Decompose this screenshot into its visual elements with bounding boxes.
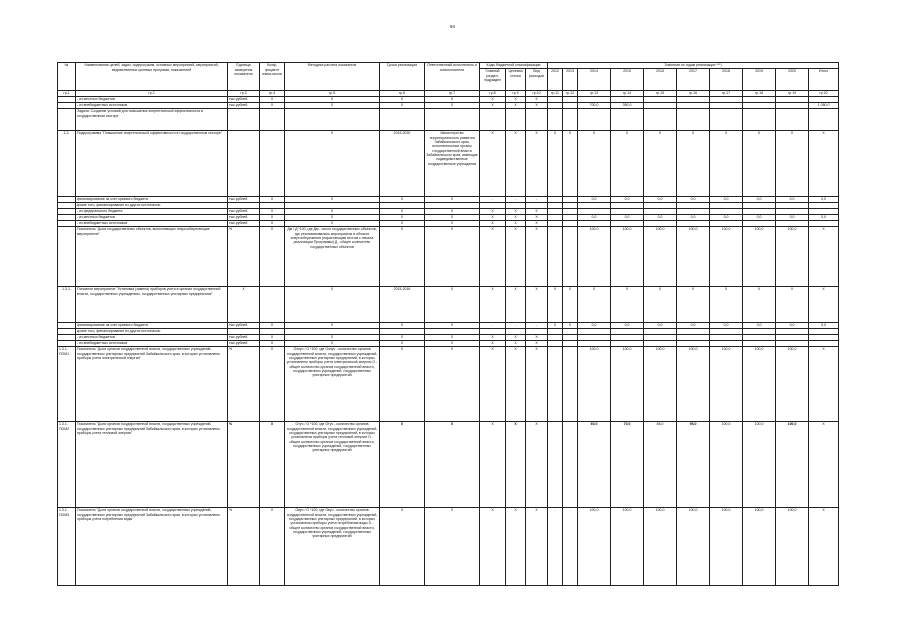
cell: 0,0 — [644, 322, 677, 328]
row-unit: тыс.рублей — [228, 96, 260, 102]
cell: - — [526, 322, 548, 328]
cell: 100,0 — [776, 421, 809, 507]
cell: X — [480, 421, 506, 507]
cell: 100,0 — [743, 507, 776, 585]
header-coef: Коэф-фициент значи-мости — [260, 63, 285, 91]
cell: X — [809, 286, 839, 322]
cell: - — [563, 507, 578, 585]
header-cs: Целевая статья — [506, 68, 526, 90]
cell: X — [285, 96, 380, 102]
cell: X — [506, 421, 526, 507]
cell: X — [285, 334, 380, 340]
cell: X — [260, 334, 285, 340]
program-table — [57, 62, 839, 586]
row-unit: тыс.рублей — [228, 220, 260, 226]
cell: X — [506, 130, 526, 196]
cell: 0,0 — [677, 322, 710, 328]
cell: X — [526, 208, 548, 214]
table-row — [58, 226, 839, 286]
cell: X — [260, 96, 285, 102]
cell: X — [506, 96, 526, 102]
cell: 0,0 — [809, 322, 839, 328]
cell: X — [260, 322, 285, 328]
cell: X — [285, 322, 380, 328]
cell: X — [743, 130, 776, 196]
header-year: 2015 — [611, 68, 644, 90]
cell: 100,0 — [743, 346, 776, 421]
header-total: Итого — [809, 68, 839, 90]
row-number: 1.3.1. ПОМ3 — [58, 507, 76, 585]
row-name: Основное мероприятие "Установка (замена) приборов учета в органах государственной власти, государственных учреждениях, государственных унитарных предприятиях" — [76, 286, 228, 322]
cell: X — [480, 346, 506, 421]
header-year: 2020 — [776, 68, 809, 90]
cell: X — [809, 421, 839, 507]
cell: X — [380, 507, 425, 585]
cell: X — [480, 220, 506, 226]
cell: X — [506, 286, 526, 322]
table-row — [58, 130, 839, 196]
cell: X — [526, 96, 548, 102]
cell: - — [506, 196, 526, 202]
cell: 700,0 — [578, 102, 611, 108]
cell: X — [506, 507, 526, 585]
row-name: - из местных бюджетов — [76, 96, 228, 102]
cell: X — [480, 340, 506, 346]
cell: 0,0 — [578, 322, 611, 328]
cell: 0,0 — [578, 196, 611, 202]
col-num: гр.20 — [809, 90, 839, 96]
cell: X — [380, 220, 425, 226]
cell: X — [425, 421, 480, 507]
cell: X — [677, 130, 710, 196]
cell: X — [285, 286, 380, 322]
cell: X — [526, 507, 548, 585]
col-num: гр.14 — [611, 90, 644, 96]
cell: X — [578, 130, 611, 196]
cell: 100,0 — [776, 507, 809, 585]
cell: 0 — [563, 322, 578, 328]
method-formula: Оэлуч / О *100, где Оэлуч - количество органов государственной власти, государственных учреждений, государственных унитарных предприятий, в которых установлены приборы учета электрической энергии О - общее количество органов государственной власти, государственных учреждений, государственных унитарных предприятий — [285, 346, 380, 421]
header-method: Методика расчета показателя — [285, 63, 380, 91]
cell: X — [380, 96, 425, 102]
cell: X — [548, 286, 563, 322]
cell: 100,0 — [710, 421, 743, 507]
row-unit: % — [228, 346, 260, 421]
cell: 0,0 — [776, 196, 809, 202]
header-year: 2014 — [578, 68, 611, 90]
cell: X — [480, 214, 506, 220]
header-gr: Главный раздел, подраздел — [480, 68, 506, 90]
cell: X — [380, 322, 425, 328]
cell: X — [506, 208, 526, 214]
cell: X — [480, 130, 506, 196]
cell: X — [506, 102, 526, 108]
cell: X — [425, 102, 480, 108]
cell: 0,0 — [710, 196, 743, 202]
cell: X — [809, 507, 839, 585]
cell: X — [677, 286, 710, 322]
row-name: кроме того, финансирование из других источников: — [76, 202, 228, 208]
cell: X — [809, 346, 839, 421]
cell: 0,0 — [611, 214, 644, 220]
row-unit: тыс.рублей — [228, 102, 260, 108]
col-num: гр.11 — [548, 90, 563, 96]
cell: 95,0 — [677, 421, 710, 507]
row-name: - из внебюджетных источников — [76, 340, 228, 346]
cell: X — [260, 102, 285, 108]
cell: X — [425, 96, 480, 102]
cell: - — [548, 507, 563, 585]
col-num: гр.7 — [425, 90, 480, 96]
row-name: Показатель "Доля органов государственной власти, государственных учреждений, государственных унитарных предприятий Забайкальского края, в которых установлены приборы учета потребления воды" — [76, 507, 228, 585]
cell: X — [776, 286, 809, 322]
cell: 100,0 — [710, 507, 743, 585]
header-row-1 — [58, 63, 839, 69]
header-no: № — [58, 63, 76, 91]
cell: X — [285, 102, 380, 108]
table-row — [58, 286, 839, 322]
cell: X — [480, 334, 506, 340]
table-row — [58, 346, 839, 421]
cell: X — [526, 130, 548, 196]
cell: 0,0 — [677, 196, 710, 202]
col-num: гр.9 — [506, 90, 526, 96]
cell: 100,0 — [677, 226, 710, 286]
cell: X — [480, 208, 506, 214]
row-unit: тыс.рублей — [228, 214, 260, 220]
col-num: гр.16 — [677, 90, 710, 96]
cell: X — [506, 226, 526, 286]
cell: 100,0 — [644, 507, 677, 585]
cell: X — [380, 334, 425, 340]
cell: X — [260, 507, 285, 585]
header-unit: Единица измерения показателя — [228, 63, 260, 91]
cell: X — [260, 214, 285, 220]
cell: X — [425, 208, 480, 214]
row-name: - из федерального бюджета — [76, 208, 228, 214]
cell: X — [425, 286, 480, 322]
cell: 0,0 — [776, 322, 809, 328]
row-name: - из местных бюджетов — [76, 334, 228, 340]
cell: X — [228, 286, 260, 322]
cell: 1 050,0 — [809, 102, 839, 108]
col-num: гр.1 — [58, 90, 76, 96]
row-number: 1.3.1. ПОМ2 — [58, 421, 76, 507]
cell: 100,0 — [578, 346, 611, 421]
cell: X — [611, 130, 644, 196]
cell: X — [809, 226, 839, 286]
row-unit: тыс.рублей — [228, 208, 260, 214]
cell: X — [260, 340, 285, 346]
cell: X — [526, 214, 548, 220]
cell: 100,0 — [578, 507, 611, 585]
cell: X — [480, 226, 506, 286]
cell: X — [425, 220, 480, 226]
col-num: гр.3 — [228, 90, 260, 96]
cell: X — [506, 214, 526, 220]
cell: X — [260, 226, 285, 286]
cell: 100,0 — [611, 226, 644, 286]
row-unit: % — [228, 226, 260, 286]
cell: 100,0 — [710, 346, 743, 421]
cell: 2015-2020 — [380, 130, 425, 196]
cell: X — [776, 130, 809, 196]
method-formula: Отуч / О *100, где Отуч - количество органов государственной власти, государственных учреждений, государственных унитарных предприятий, в которых установлены приборы учета тепловой энергии О - общее количество органов государственной власти, государственных учреждений, государственных унитарных предприятий — [285, 421, 380, 507]
cell: X — [285, 130, 380, 196]
cell: 0,0 — [677, 214, 710, 220]
cell: X — [548, 130, 563, 196]
row-name: финансирование за счет краевого бюджета — [76, 322, 228, 328]
cell: X — [506, 334, 526, 340]
cell: X — [425, 340, 480, 346]
cell: X — [563, 130, 578, 196]
cell: 0,0 — [743, 214, 776, 220]
cell: X — [526, 220, 548, 226]
row-name: Показатель "Доля органов государственной власти, государственных учреждений, государственных унитарных предприятий Забайкальского края, в которых установлены приборы учета электрической энергии" — [76, 346, 228, 421]
row-unit: тыс.рублей — [228, 322, 260, 328]
cell: - — [526, 196, 548, 202]
cell: X — [425, 214, 480, 220]
cell: X — [380, 226, 425, 286]
cell: X — [644, 130, 677, 196]
header-year: 2016 — [644, 68, 677, 90]
cell: X — [526, 346, 548, 421]
cell: Министерство территориального развития Забайкальского края, исполнительные органы государственной власти Забайкальского края, имеющие подведомственные государственные учреждения — [425, 130, 480, 196]
col-num: гр.2 — [76, 90, 228, 96]
cell: X — [578, 286, 611, 322]
cell: 100,0 — [578, 226, 611, 286]
cell: 100,0 — [611, 346, 644, 421]
cell: X — [380, 346, 425, 421]
row-unit: % — [228, 507, 260, 585]
cell: X — [260, 421, 285, 507]
table-row — [58, 507, 839, 585]
col-num: гр.8 — [480, 90, 506, 96]
header-year: 2018 — [710, 68, 743, 90]
row-name: кроме того, финансирование из других источников: — [76, 328, 228, 334]
cell: 2015-2016 — [380, 286, 425, 322]
header-year: 2019 — [743, 68, 776, 90]
cell: X — [380, 196, 425, 202]
row-number: 1.3.1. — [58, 286, 76, 322]
cell: 100,0 — [677, 507, 710, 585]
cell: 0,0 — [809, 214, 839, 220]
cell: X — [526, 334, 548, 340]
cell: X — [260, 208, 285, 214]
cell: X — [506, 346, 526, 421]
row-name: - из местных бюджетов — [76, 214, 228, 220]
cell: X — [611, 286, 644, 322]
cell: 0,0 — [644, 214, 677, 220]
cell: X — [743, 286, 776, 322]
header-codes: Коды бюджетной классификации — [480, 63, 548, 69]
cell: - — [506, 322, 526, 328]
col-num: гр.10 — [526, 90, 548, 96]
cell: X — [710, 130, 743, 196]
col-num: гр.17 — [710, 90, 743, 96]
cell: X — [480, 102, 506, 108]
cell: X — [425, 346, 480, 421]
row-name: Показатель "Доля органов государственной власти, государственных учреждений, государственных унитарных предприятий Забайкальского края, в которых установлены приборы учета тепловой энергии" — [76, 421, 228, 507]
row-name: Подпрограмма "Повышение энергетической эффективности в государственном секторе" — [76, 130, 228, 196]
cell: X — [425, 334, 480, 340]
row-name: финансирование за счет краевого бюджета — [76, 196, 228, 202]
cell: X — [526, 421, 548, 507]
header-exec: Ответственный исполнитель и соисполнители — [425, 63, 480, 91]
cell: 100,0 — [776, 226, 809, 286]
table-row — [58, 421, 839, 507]
cell: 0,0 — [611, 322, 644, 328]
cell: 100,0 — [743, 226, 776, 286]
row-name: - из внебюджетных источников — [76, 102, 228, 108]
header-years-title: Значения по годам реализации ***) — [548, 63, 839, 69]
cell: X — [425, 322, 480, 328]
col-num: гр.12 — [563, 90, 578, 96]
cell: X — [380, 102, 425, 108]
cell: 0,0 — [578, 214, 611, 220]
row-unit: тыс.рублей — [228, 340, 260, 346]
page-number: 94 — [449, 24, 455, 29]
cell: X — [285, 208, 380, 214]
header-name: Наименование целей, задач, подпрограмм, основных мероприятий, мероприятий, ведомственных целевых программ, показателей — [76, 63, 228, 91]
col-num: гр.4 — [260, 90, 285, 96]
cell: 60,0 — [578, 421, 611, 507]
cell: 100,0 — [611, 507, 644, 585]
cell: 350,0 — [611, 102, 644, 108]
cell: 100,0 — [644, 226, 677, 286]
table-row — [58, 108, 839, 130]
cell: X — [285, 196, 380, 202]
cell: X — [526, 286, 548, 322]
cell: 0 — [548, 322, 563, 328]
cell: X — [260, 196, 285, 202]
cell: X — [380, 208, 425, 214]
cell: X — [285, 340, 380, 346]
col-num: гр.15 — [644, 90, 677, 96]
cell: X — [260, 220, 285, 226]
cell: - — [480, 196, 506, 202]
cell: X — [260, 346, 285, 421]
cell: X — [710, 286, 743, 322]
row-number: 1.3.1. ПОМ1 — [58, 346, 76, 421]
header-vr: Вид расходов — [526, 68, 548, 90]
cell: X — [506, 220, 526, 226]
cell: 0,0 — [776, 214, 809, 220]
cell: X — [425, 226, 480, 286]
cell: 0,0 — [611, 196, 644, 202]
cell: 0,0 — [809, 196, 839, 202]
header-year: 2017 — [677, 68, 710, 90]
cell: - — [480, 322, 506, 328]
cell: 0,0 — [710, 322, 743, 328]
cell: X — [380, 214, 425, 220]
cell: 100,0 — [677, 346, 710, 421]
cell: X — [563, 286, 578, 322]
cell: X — [480, 96, 506, 102]
col-num: гр.5 — [285, 90, 380, 96]
col-num: гр.6 — [380, 90, 425, 96]
cell: X — [380, 421, 425, 507]
cell: X — [809, 130, 839, 196]
cell: 85,0 — [644, 421, 677, 507]
cell: 0,0 — [644, 196, 677, 202]
cell: 100,0 — [743, 421, 776, 507]
cell: 100,0 — [776, 346, 809, 421]
header-year: 2013 — [563, 68, 578, 90]
cell: 0,0 — [743, 196, 776, 202]
cell: 100,0 — [644, 346, 677, 421]
row-name: Показатель "Доля государственных объектов, выполняющих энергосберегающие мероприятия" — [76, 226, 228, 286]
cell: X — [480, 286, 506, 322]
col-num: гр.13 — [578, 90, 611, 96]
row-name: - из внебюджетных источников — [76, 220, 228, 226]
cell: 0,0 — [710, 214, 743, 220]
cell: X — [526, 340, 548, 346]
cell: X — [506, 340, 526, 346]
header-year: 2012 — [548, 68, 563, 90]
row-unit: тыс.рублей — [228, 334, 260, 340]
cell: X — [644, 286, 677, 322]
task-name: Задача: Создание условий для повышения энергетической эффективности в государственном секторе — [76, 108, 228, 130]
row-unit: тыс.рублей — [228, 196, 260, 202]
cell: X — [526, 226, 548, 286]
cell: 0,0 — [743, 322, 776, 328]
method-formula: Дм / Д *100, где Дм - число государственных объектов, где реализовывались мероприятия в области энергосбережения (нарастающим итогом с начала реализации Программы) Д - общее количество государственных объектов — [285, 226, 380, 286]
cell: X — [480, 507, 506, 585]
row-unit: % — [228, 421, 260, 507]
cell: X — [380, 340, 425, 346]
cell: X — [526, 102, 548, 108]
cell: 100,0 — [710, 226, 743, 286]
row-number: 1.3. — [58, 130, 76, 196]
cell: X — [425, 196, 480, 202]
cell: X — [285, 220, 380, 226]
col-num: гр.19 — [776, 90, 809, 96]
cell: X — [425, 507, 480, 585]
method-formula: Овуч / О *100, где Овуч - количество органов государственной власти, государственных учреждений, государственных унитарных предприятий, в которых установлены приборы учета потребления воды О - общее количество органов государственной власти, государственных учреждений, государственных унитарных предприятий — [285, 507, 380, 585]
cell: X — [285, 214, 380, 220]
header-term: Сроки реализации — [380, 63, 425, 91]
col-num: гр.18 — [743, 90, 776, 96]
cell: 70,0 — [611, 421, 644, 507]
